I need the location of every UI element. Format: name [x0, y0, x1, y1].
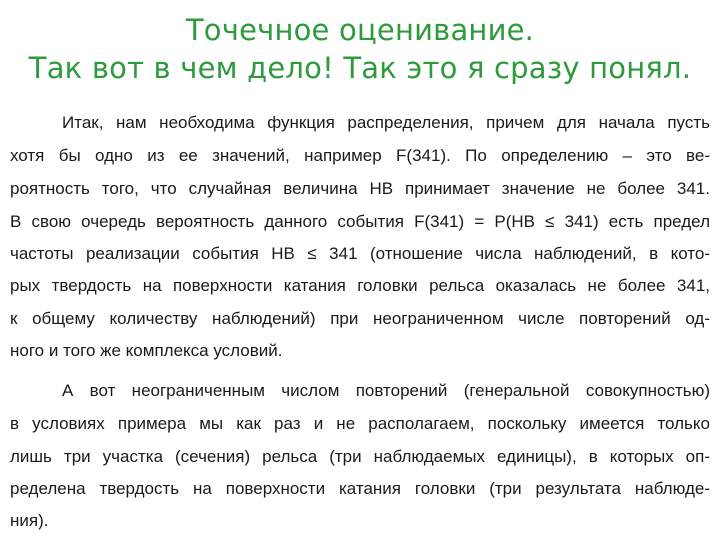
text-line: А вот неограниченным числом повторений (генеральной совокупностью)	[62, 381, 710, 400]
text-line: В свою очередь вероятность данного события F(341) = P(HB ≤ 341) есть предел	[10, 212, 710, 231]
text-line: рых твердость на поверхности катания головки рельса оказалась не более 341,	[10, 276, 710, 295]
text-line: в условиях примера мы как раз и не располагаем, поскольку имеется только	[10, 414, 710, 433]
text-line: Итак, нам необходима функция распределения, причем для начала пусть	[62, 113, 710, 132]
text-line: ределена твердость на поверхности катания головки (три результата наблюде-	[10, 479, 710, 498]
text-line: ния).	[10, 511, 49, 530]
text-line: частоты реализации события HB ≤ 341 (отношение числа наблюдений, в кото-	[10, 244, 710, 263]
slide-title-line-1: Точечное оценивание.	[185, 13, 535, 47]
text-line: к общему количеству наблюдений) при неограниченном числе повторений од-	[10, 309, 710, 328]
text-line: хотя бы одно из ее значений, например F(341). По определению – это ве-	[10, 146, 710, 165]
text-line: лишь три участка (сечения) рельса (три наблюдаемых единицы), в которых оп-	[10, 447, 710, 466]
text-line: роятность того, что случайная величина HB принимает значение не более 341.	[10, 179, 710, 198]
slide-title-line-2: Так вот в чем дело! Так это я сразу понял.	[28, 51, 692, 85]
text-line: ного и того же комплекса условий.	[10, 341, 283, 360]
